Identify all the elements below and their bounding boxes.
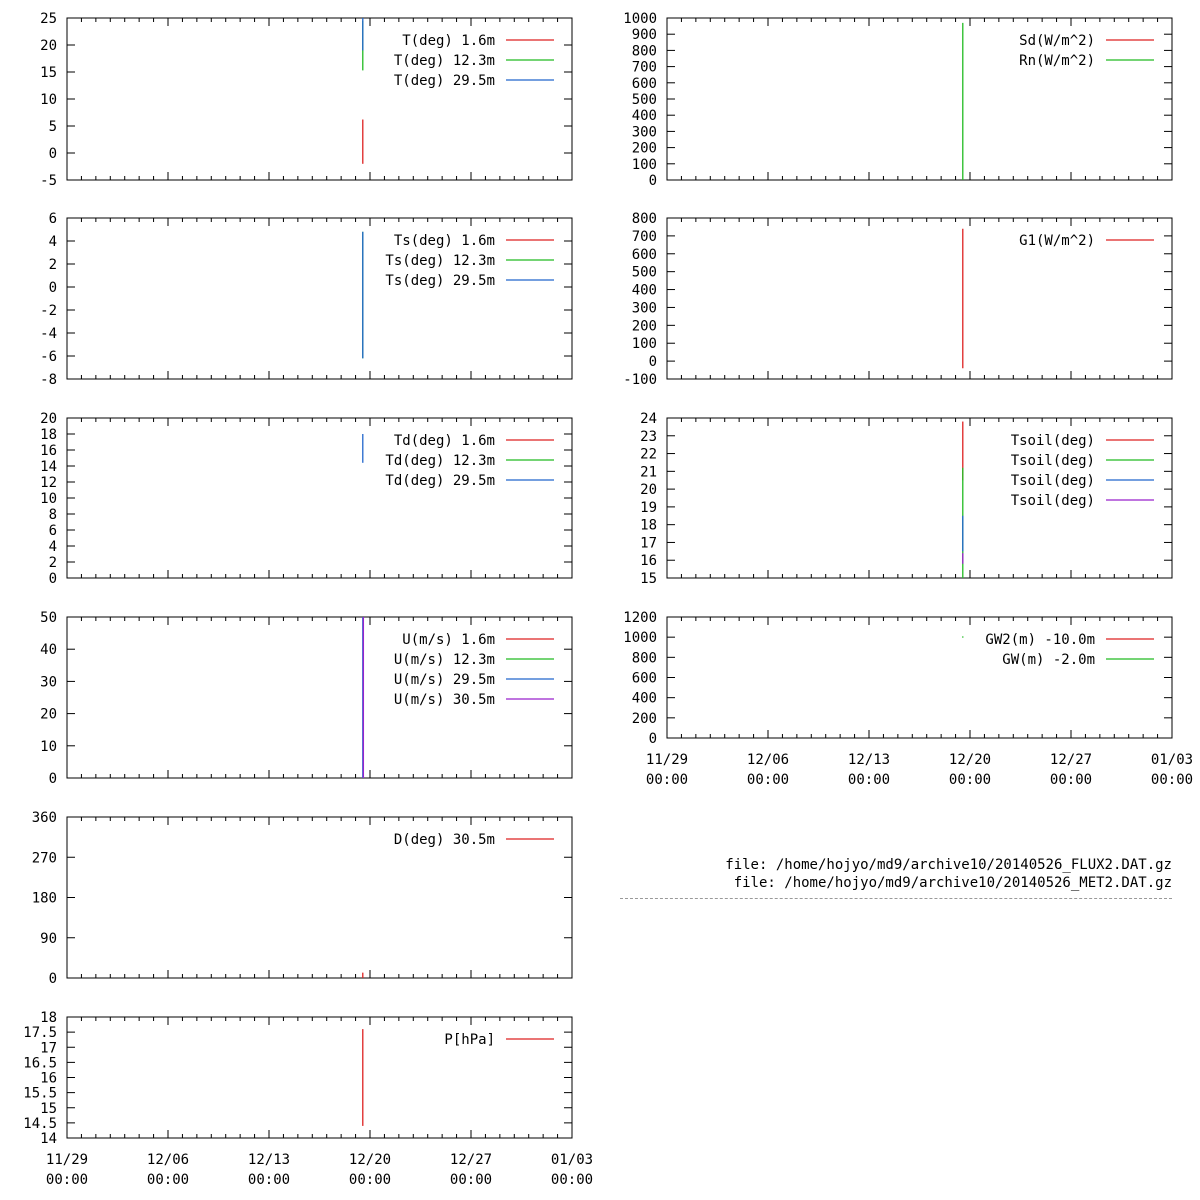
y-tick-label: 30	[40, 674, 57, 691]
y-tick-label: 16	[40, 1070, 57, 1087]
y-tick-label: 100	[631, 156, 657, 173]
x-tick-label: 12/06	[746, 752, 790, 768]
x-tick-label: 12/20	[348, 1152, 392, 1168]
x-tick-time-label: 00:00	[847, 772, 891, 788]
y-tick-label: 15	[40, 65, 57, 81]
plot-frame-pressure	[67, 1017, 572, 1138]
y-tick-label: 18	[640, 517, 657, 534]
y-tick-label: 180	[31, 890, 57, 907]
x-tick-label: 12/20	[948, 752, 992, 768]
legend-label: U(m/s) 30.5m	[393, 692, 495, 708]
file-path-met: file: /home/hojyo/md9/archive10/20140526_MET2.DAT.gz	[733, 875, 1172, 891]
y-tick-label: 16	[40, 443, 57, 459]
legend-label: Ts(deg) 1.6m	[393, 233, 495, 249]
y-tick-label: 0	[48, 571, 57, 587]
y-tick-label: 14	[40, 459, 57, 475]
plot-frame-wind-speed	[67, 617, 572, 778]
plot-frame-surface-temperature	[67, 218, 572, 379]
x-tick-label: 01/03	[1150, 752, 1194, 768]
y-tick-label: 600	[631, 75, 657, 92]
plot-frame-dewpoint	[67, 418, 572, 578]
y-tick-label: 6	[48, 211, 57, 227]
y-tick-label: 200	[631, 140, 657, 157]
plot-frame-ground-heat-flux	[667, 218, 1172, 379]
legend-label: D(deg) 30.5m	[393, 832, 495, 848]
y-tick-label: 17.5	[23, 1025, 57, 1042]
plot-frame-groundwater	[667, 617, 1172, 738]
legend-label: Tsoil(deg)	[1010, 493, 1095, 509]
y-tick-label: 20	[40, 706, 57, 723]
legend-label: P[hPa]	[444, 1032, 495, 1048]
plot-frame-soil-temperature	[667, 418, 1172, 578]
y-tick-label: 50	[40, 610, 57, 626]
y-tick-label: 10	[40, 491, 57, 507]
y-tick-label: 5	[48, 119, 57, 135]
y-tick-label: 8	[48, 507, 57, 523]
y-tick-label: 0	[648, 354, 657, 371]
legend-label: Td(deg) 12.3m	[385, 453, 495, 469]
y-tick-label: 300	[631, 124, 657, 141]
x-tick-time-label: 00:00	[348, 1172, 392, 1188]
x-tick-time-label: 00:00	[645, 772, 689, 788]
legend-label: Ts(deg) 29.5m	[385, 273, 495, 289]
y-tick-label: 0	[48, 280, 57, 296]
y-tick-label: 24	[640, 411, 657, 427]
legend-label: U(m/s) 1.6m	[402, 632, 495, 648]
plot-frame-radiation	[667, 18, 1172, 180]
y-tick-label: 15	[40, 1100, 57, 1117]
y-tick-label: 19	[640, 499, 657, 516]
y-tick-label: 4	[48, 234, 57, 250]
y-tick-label: 40	[40, 642, 57, 659]
legend-label: Sd(W/m^2)	[1019, 33, 1095, 49]
legend-label: GW(m) -2.0m	[1002, 652, 1095, 668]
y-tick-label: 25	[40, 11, 57, 27]
y-tick-label: -100	[623, 372, 657, 388]
y-tick-label: 90	[40, 930, 57, 947]
y-tick-label: 0	[648, 173, 657, 189]
y-tick-label: 22	[640, 446, 657, 463]
y-tick-label: 6	[48, 523, 57, 539]
legend-label: Rn(W/m^2)	[1019, 53, 1095, 69]
y-tick-label: 0	[48, 146, 57, 162]
divider	[620, 898, 1172, 899]
plot-frame-temperature	[67, 18, 572, 180]
x-tick-time-label: 00:00	[449, 1172, 493, 1188]
y-tick-label: 16	[640, 553, 657, 570]
y-tick-label: 2	[48, 257, 57, 273]
y-tick-label: 900	[631, 27, 657, 44]
y-tick-label: 15	[640, 571, 657, 587]
x-tick-label: 12/06	[146, 1152, 190, 1168]
legend-label: Ts(deg) 12.3m	[385, 253, 495, 269]
y-tick-label: 400	[631, 108, 657, 125]
y-tick-label: 17	[640, 535, 657, 552]
x-tick-label: 12/27	[449, 1152, 493, 1168]
legend-label: G1(W/m^2)	[1019, 233, 1095, 249]
y-tick-label: 360	[31, 810, 57, 826]
y-tick-label: 4	[48, 539, 57, 555]
legend-label: GW2(m) -10.0m	[985, 632, 1095, 648]
y-tick-label: 400	[631, 690, 657, 707]
legend-label: Tsoil(deg)	[1010, 433, 1095, 449]
y-tick-label: 17	[40, 1040, 57, 1057]
y-tick-label: 14	[40, 1131, 57, 1147]
y-tick-label: 15.5	[23, 1085, 57, 1102]
y-tick-label: 16.5	[23, 1055, 57, 1072]
y-tick-label: 20	[40, 38, 57, 54]
legend-label: Tsoil(deg)	[1010, 473, 1095, 489]
y-tick-label: 2	[48, 555, 57, 571]
x-tick-time-label: 00:00	[45, 1172, 89, 1188]
y-tick-label: 23	[640, 428, 657, 445]
legend-label: T(deg) 29.5m	[393, 73, 495, 89]
x-tick-time-label: 00:00	[1049, 772, 1093, 788]
x-tick-time-label: 00:00	[247, 1172, 291, 1188]
y-tick-label: -2	[40, 303, 57, 319]
y-tick-label: 1000	[623, 630, 657, 647]
x-tick-label: 12/13	[247, 1152, 291, 1168]
x-tick-label: 12/13	[847, 752, 891, 768]
y-tick-label: -6	[40, 349, 57, 365]
legend-label: U(m/s) 29.5m	[393, 672, 495, 688]
y-tick-label: 200	[631, 318, 657, 335]
legend-label: Td(deg) 1.6m	[393, 433, 495, 449]
y-tick-label: 800	[631, 43, 657, 60]
x-tick-time-label: 00:00	[1150, 772, 1194, 788]
y-tick-label: 270	[31, 850, 57, 867]
y-tick-label: 21	[640, 464, 657, 481]
plot-frame-wind-direction	[67, 817, 572, 978]
y-tick-label: 10	[40, 92, 57, 108]
x-tick-label: 11/29	[45, 1152, 89, 1168]
x-tick-time-label: 00:00	[746, 772, 790, 788]
legend-label: Td(deg) 29.5m	[385, 473, 495, 489]
y-tick-label: 600	[631, 670, 657, 687]
y-tick-label: -5	[40, 173, 57, 189]
y-tick-label: 1200	[623, 610, 657, 626]
y-tick-label: 400	[631, 282, 657, 299]
y-tick-label: 10	[40, 738, 57, 755]
x-tick-label: 11/29	[645, 752, 689, 768]
legend-label: U(m/s) 12.3m	[393, 652, 495, 668]
x-tick-time-label: 00:00	[146, 1172, 190, 1188]
y-tick-label: 0	[648, 731, 657, 747]
y-tick-label: 700	[631, 59, 657, 76]
y-tick-label: 500	[631, 264, 657, 281]
y-tick-label: 600	[631, 246, 657, 263]
legend-label: T(deg) 12.3m	[393, 53, 495, 69]
y-tick-label: 18	[40, 427, 57, 443]
legend-label: Tsoil(deg)	[1010, 453, 1095, 469]
y-tick-label: 200	[631, 710, 657, 727]
y-tick-label: 700	[631, 228, 657, 245]
y-tick-label: 12	[40, 475, 57, 491]
y-tick-label: 0	[48, 971, 57, 987]
y-tick-label: 800	[631, 650, 657, 667]
y-tick-label: 800	[631, 211, 657, 227]
y-tick-label: 100	[631, 336, 657, 353]
file-info	[620, 856, 1172, 892]
y-tick-label: -4	[40, 326, 57, 342]
x-tick-label: 12/27	[1049, 752, 1093, 768]
y-tick-label: 18	[40, 1010, 57, 1026]
legend-label: T(deg) 1.6m	[402, 33, 495, 49]
x-tick-label: 01/03	[550, 1152, 594, 1168]
y-tick-label: 14.5	[23, 1115, 57, 1132]
y-tick-label: 0	[48, 771, 57, 787]
y-tick-label: 20	[40, 411, 57, 427]
y-tick-label: -8	[40, 372, 57, 388]
y-tick-label: 1000	[623, 11, 657, 27]
x-tick-time-label: 00:00	[550, 1172, 594, 1188]
file-path-flux: file: /home/hojyo/md9/archive10/20140526_FLUX2.DAT.gz	[725, 857, 1172, 873]
x-tick-time-label: 00:00	[948, 772, 992, 788]
y-tick-label: 500	[631, 92, 657, 108]
y-tick-label: 300	[631, 300, 657, 317]
y-tick-label: 20	[640, 482, 657, 499]
